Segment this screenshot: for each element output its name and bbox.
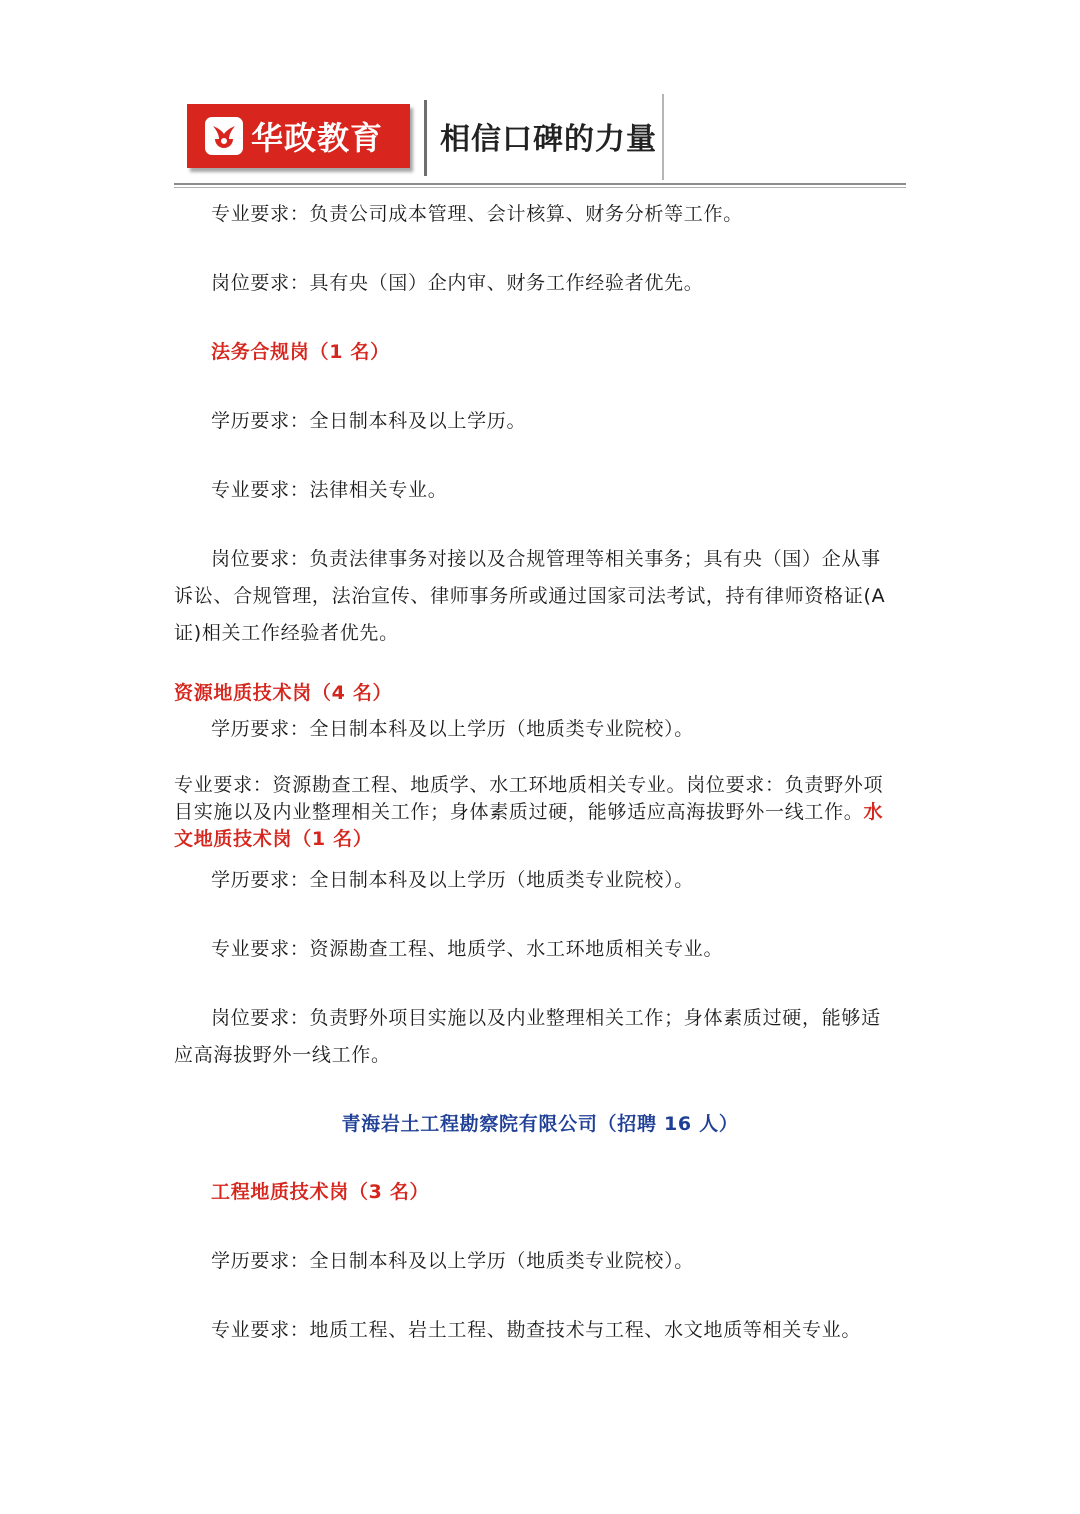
section-heading: 资源地质技术岗（4 名）: [174, 682, 393, 704]
paragraph: 证)相关工作经验者优先。: [174, 622, 399, 644]
paragraph: [174, 799, 906, 826]
paragraph: 专业要求：负责公司成本管理、会计核算、财务分析等工作。: [211, 203, 743, 225]
paragraph: 专业要求：资源勘查工程、地质学、水工环地质相关专业。岗位要求：负责野外项: [174, 774, 884, 796]
section-heading-start: 水: [863, 801, 884, 823]
paragraph: 岗位要求：负责野外项目实施以及内业整理相关工作；身体素质过硬，能够适: [211, 1007, 881, 1029]
header-divider-right: [662, 94, 664, 180]
paragraph: 岗位要求：具有央（国）企内审、财务工作经验者优先。: [211, 272, 704, 294]
page-header: [0, 0, 1080, 200]
slogan: 相信口碑的力量: [440, 122, 657, 157]
paragraph: 应高海拔野外一线工作。: [174, 1044, 391, 1066]
paragraph: 专业要求：地质工程、岩土工程、勘查技术与工程、水文地质等相关专业。: [211, 1319, 862, 1341]
paragraph: 学历要求：全日制本科及以上学历。: [211, 410, 527, 432]
section-heading: 工程地质技术岗（3 名）: [211, 1181, 430, 1203]
paragraph: 学历要求：全日制本科及以上学历（地质类专业院校）。: [211, 1250, 695, 1272]
header-rule: [174, 183, 906, 185]
header-divider: [424, 100, 427, 176]
paragraph: 专业要求：资源勘查工程、地质学、水工环地质相关专业。: [211, 938, 724, 960]
header-rule-thin: [174, 187, 906, 188]
paragraph-text: 目实施以及内业整理相关工作；身体素质过硬，能够适应高海拔野外一线工作。: [174, 801, 864, 823]
section-heading: 法务合规岗（1 名）: [211, 341, 390, 363]
paragraph: 学历要求：全日制本科及以上学历（地质类专业院校）。: [211, 718, 695, 740]
huazheng-logo-icon: [205, 117, 243, 155]
paragraph: 学历要求：全日制本科及以上学历（地质类专业院校）。: [211, 869, 695, 891]
logo-text: 华政教育: [251, 119, 384, 157]
brand-logo: [187, 104, 410, 168]
section-heading: 文地质技术岗（1 名）: [174, 828, 373, 850]
paragraph: 诉讼、合规管理，法治宣传、律师事务所或通过国家司法考试，持有律师资格证(A: [174, 585, 886, 607]
company-title: 青海岩土工程勘察院有限公司（招聘 16 人）: [341, 1113, 739, 1135]
paragraph: 专业要求：法律相关专业。: [211, 479, 448, 501]
paragraph: 岗位要求：负责法律事务对接以及合规管理等相关事务；具有央（国）企从事: [211, 548, 881, 570]
